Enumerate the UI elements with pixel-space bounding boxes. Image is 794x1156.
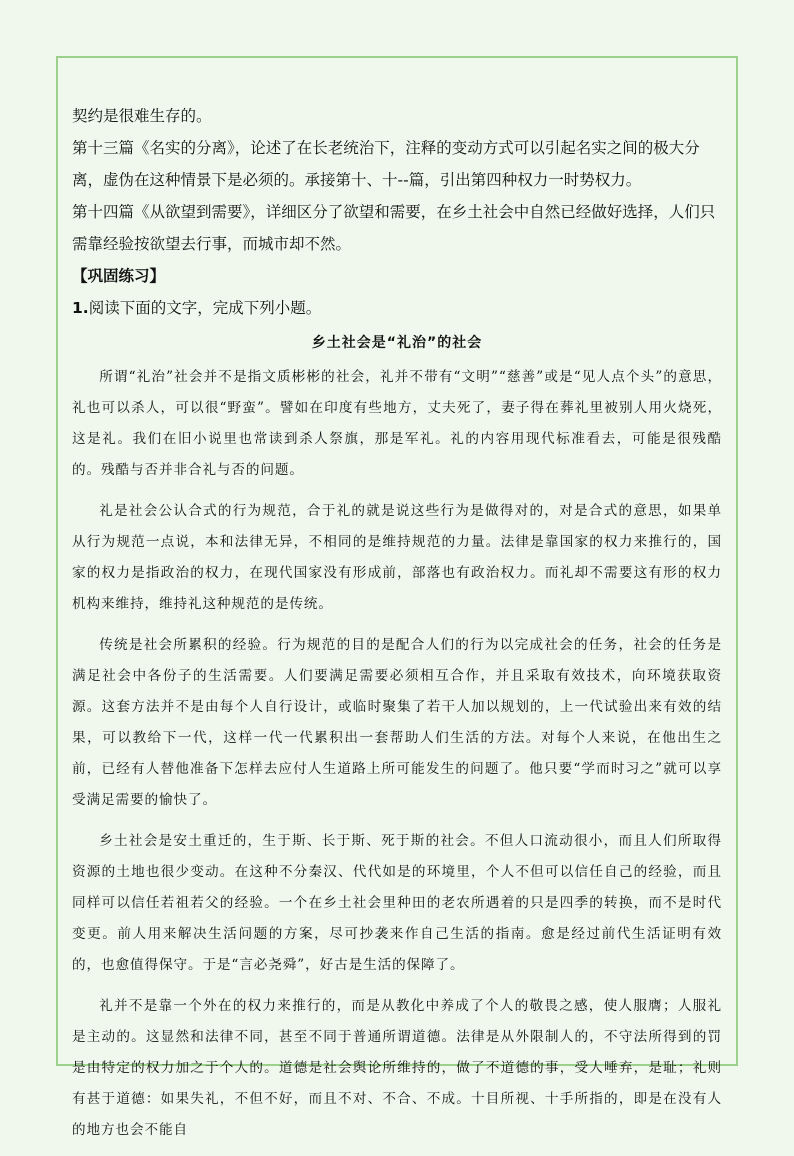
question-number: 1.	[72, 299, 89, 317]
article-paragraph: 乡土社会是安土重迁的，生于斯、长于斯、死于斯的社会。不但人口流动很小，而且人们所取得资源的土地也很少变动。在这种不分秦汉、代代如是的环境里，个人不但可以信任自己的经验，而且同样可以信任若祖若父的经验。一个在乡土社会里种田的老农所遇着的只是四季的转换，而不是时代变更。前人用来解决生活问题的方案，尽可抄袭来作自己生活的指南。愈是经过前代生活证明有效的，也愈值得保守。于是“言必尧舜”，好古是生活的保障了。	[72, 833, 722, 973]
intro-section	[72, 100, 722, 260]
question-prompt	[72, 292, 722, 324]
article-paragraph: 礼是社会公认合式的行为规范，合于礼的就是说这些行为是做得对的，对是合式的意思，如果单从行为规范一点说，本和法律无异，不相同的是维持规范的力量。法律是靠国家的权力来推行的，国家的权力是指政治的权力，在现代国家没有形成前，部落也有政治权力。而礼却不需要这有形的权力机构来维持，维持礼这种规范的是传统。	[72, 503, 722, 612]
article-paragraph: 传统是社会所累积的经验。行为规范的目的是配合人们的行为以完成社会的任务，社会的任务是满足社会中各份子的生活需要。人们要满足需要必须相互合作，并且采取有效技术，向环境获取资源。这套方法并不是由每个人自行设计，或临时聚集了若干人加以规划的，上一代试验出来有效的结果，可以教给下一代，这样一代一代累积出一套帮助人们生活的方法。对每个人来说，在他出生之前，已经有人替他准备下怎样去应付人生道路上所可能发生的问题了。他只要“学而时习之”就可以享受满足需要的愉快了。	[72, 637, 722, 808]
article-body	[72, 362, 722, 1146]
article-title: 乡土社会是“礼治”的社会	[311, 335, 483, 351]
document-page	[72, 100, 722, 1156]
intro-line: 契约是很难生存的。	[72, 107, 212, 125]
intro-paragraph-13: 第十三篇《名实的分离》，论述了在长老统治下，注释的变动方式可以引起名实之间的极大分离，虚伪在这种情景下是必须的。承接第十、十--篇，引出第四种权力一时势权力。	[72, 139, 700, 189]
article-paragraph: 所谓“礼治”社会并不是指文质彬彬的社会，礼并不带有“文明”“慈善”或是“见人点个头”的意思，礼也可以杀人，可以很“野蛮”。譬如在印度有些地方，丈夫死了，妻子得在葬礼里被别人用火烧死，这是礼。我们在旧小说里也常读到杀人祭旗，那是军礼。礼的内容用现代标准看去，可能是很残酷的。残酷与否并非合礼与否的问题。	[72, 369, 722, 478]
intro-paragraph-14: 第十四篇《从欲望到需要》，详细区分了欲望和需要，在乡土社会中自然已经做好选择，人们只需靠经验按欲望去行事，而城市却不然。	[72, 203, 716, 253]
question-text: 阅读下面的文字，完成下列小题。	[88, 299, 322, 317]
article-paragraph: 礼并不是靠一个外在的权力来推行的，而是从教化中养成了个人的敬畏之感，使人服膺；人服礼是主动的。这显然和法律不同，甚至不同于普通所谓道德。法律是从外限制人的，不守法所得到的罚是由特定的权力加之于个人的。道德是社会舆论所维持的，做了不道德的事，受人唾弃，是耻；礼则有甚于道德：如果失礼，不但不好，而且不对、不合、不成。十目所视、十手所指的，即是在没有人的地方也会不能自	[72, 998, 722, 1138]
section-heading: 【巩固练习】	[72, 267, 166, 285]
